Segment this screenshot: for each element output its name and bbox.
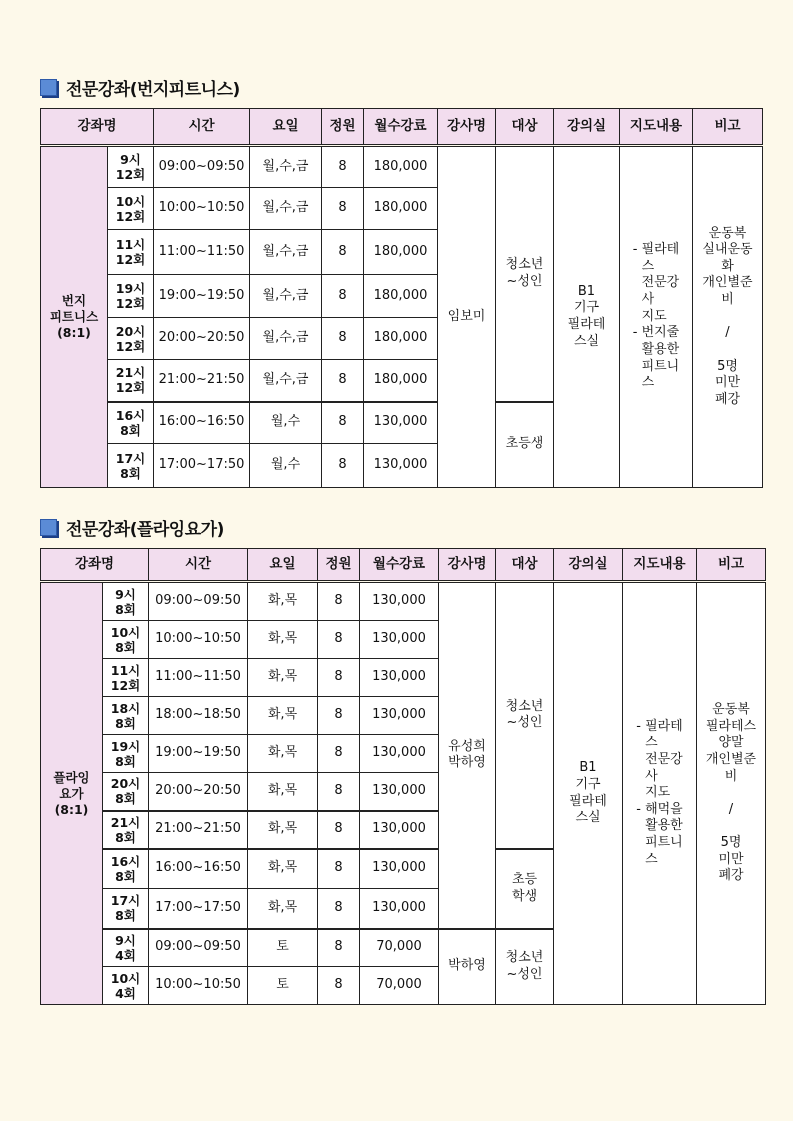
slot-cell: 19시 12회 [108, 275, 154, 318]
time-cell: 17:00~17:50 [154, 444, 250, 488]
header-capacity: 정원 [322, 109, 364, 146]
time-cell: 10:00~10:50 [154, 188, 250, 230]
fee-cell: 130,000 [364, 402, 438, 444]
flying-yoga-table [40, 548, 766, 1005]
days-cell: 월,수 [250, 402, 322, 444]
slot-cell: 17시 8회 [103, 889, 149, 929]
days-cell: 월,수,금 [250, 275, 322, 318]
time-cell: 11:00~11:50 [154, 230, 250, 275]
header-course: 강좌명 [41, 549, 149, 582]
fee-cell: 130,000 [360, 773, 439, 811]
header-content: 지도내용 [623, 549, 697, 582]
time-cell: 20:00~20:50 [149, 773, 248, 811]
fee-cell: 70,000 [360, 929, 439, 967]
days-cell: 월,수,금 [250, 318, 322, 360]
header-fee: 월수강료 [360, 549, 439, 582]
fee-cell: 180,000 [364, 360, 438, 402]
header-days: 요일 [250, 109, 322, 146]
slot-cell: 21시 12회 [108, 360, 154, 402]
time-cell: 10:00~10:50 [149, 621, 248, 659]
header-target: 대상 [496, 109, 554, 146]
room-cell: B1 기구 필라테 스실 [554, 146, 620, 488]
slot-cell: 10시 8회 [103, 621, 149, 659]
capacity-cell: 8 [318, 659, 360, 697]
slot-cell: 16시 8회 [108, 402, 154, 444]
fee-cell: 130,000 [360, 621, 439, 659]
target-cell: 청소년 ~성인 [496, 582, 554, 849]
room-cell: B1 기구 필라테 스실 [554, 582, 623, 1005]
capacity-cell: 8 [318, 735, 360, 773]
time-cell: 16:00~16:50 [154, 402, 250, 444]
target-cell: 청소년 ~성인 [496, 929, 554, 1005]
content-cell: - 필라테 스 전문강 사 지도 - 해먹을 활용한 피트니 스 [623, 582, 697, 1005]
capacity-cell: 8 [322, 360, 364, 402]
capacity-cell: 8 [318, 773, 360, 811]
target-cell: 청소년 ~성인 [496, 146, 554, 402]
time-cell: 21:00~21:50 [154, 360, 250, 402]
header-days: 요일 [248, 549, 318, 582]
course-name-cell: 플라잉 요가 (8:1) [41, 582, 103, 1005]
slot-cell: 17시 8회 [108, 444, 154, 488]
slot-cell: 19시 8회 [103, 735, 149, 773]
table-header-row [41, 109, 763, 146]
slot-cell: 11시 12회 [108, 230, 154, 275]
fee-cell: 70,000 [360, 967, 439, 1005]
time-cell: 19:00~19:50 [149, 735, 248, 773]
content-item: 해먹을 활용한 피트니 스 [645, 801, 683, 867]
content-cell: - 필라테 스 전문강 사 지도 - 번지줄 활용한 피트니 스 [620, 146, 693, 488]
fee-cell: 130,000 [360, 849, 439, 889]
capacity-cell: 8 [318, 967, 360, 1005]
section-title-text: 전문강좌(번지피트니스) [66, 80, 240, 100]
slot-cell: 10시 12회 [108, 188, 154, 230]
header-course: 강좌명 [41, 109, 154, 146]
fee-cell: 180,000 [364, 230, 438, 275]
slot-cell: 16시 8회 [103, 849, 149, 889]
content-item: 번지줄 활용한 피트니 스 [641, 325, 680, 391]
fee-cell: 130,000 [364, 444, 438, 488]
slot-cell: 18시 8회 [103, 697, 149, 735]
header-instructor: 강사명 [438, 109, 496, 146]
capacity-cell: 8 [318, 849, 360, 889]
time-cell: 16:00~16:50 [149, 849, 248, 889]
header-instructor: 강사명 [439, 549, 496, 582]
capacity-cell: 8 [322, 318, 364, 360]
days-cell: 월,수,금 [250, 188, 322, 230]
slot-cell: 9시 8회 [103, 582, 149, 621]
instructor-cell: 유성희 박하영 [439, 582, 496, 929]
days-cell: 월,수,금 [250, 146, 322, 188]
days-cell: 토 [248, 929, 318, 967]
days-cell: 화,목 [248, 849, 318, 889]
course-name-cell: 번지 피트니스 (8:1) [41, 146, 108, 488]
capacity-cell: 8 [318, 621, 360, 659]
header-target: 대상 [496, 549, 554, 582]
fee-cell: 130,000 [360, 811, 439, 849]
fee-cell: 180,000 [364, 146, 438, 188]
slot-cell: 9시 4회 [103, 929, 149, 967]
days-cell: 화,목 [248, 735, 318, 773]
fee-cell: 180,000 [364, 275, 438, 318]
time-cell: 09:00~09:50 [149, 582, 248, 621]
content-item: 필라테 스 전문강 사 지도 [645, 718, 683, 801]
target-cell: 초등생 [496, 402, 554, 488]
square-bullet-icon [40, 519, 57, 536]
time-cell: 20:00~20:50 [154, 318, 250, 360]
header-capacity: 정원 [318, 549, 360, 582]
fee-cell: 130,000 [360, 582, 439, 621]
instructor-cell: 임보미 [438, 146, 496, 488]
bungee-fitness-table [40, 108, 763, 488]
days-cell: 월,수,금 [250, 360, 322, 402]
capacity-cell: 8 [318, 811, 360, 849]
square-bullet-icon [40, 79, 57, 96]
days-cell: 토 [248, 967, 318, 1005]
fee-cell: 180,000 [364, 318, 438, 360]
header-note: 비고 [697, 549, 766, 582]
days-cell: 화,목 [248, 697, 318, 735]
slot-cell: 9시 12회 [108, 146, 154, 188]
days-cell: 월,수,금 [250, 230, 322, 275]
days-cell: 화,목 [248, 889, 318, 929]
days-cell: 화,목 [248, 811, 318, 849]
capacity-cell: 8 [318, 929, 360, 967]
slot-cell: 10시 4회 [103, 967, 149, 1005]
capacity-cell: 8 [322, 444, 364, 488]
capacity-cell: 8 [322, 402, 364, 444]
fee-cell: 180,000 [364, 188, 438, 230]
table-row [41, 582, 766, 621]
time-cell: 10:00~10:50 [149, 967, 248, 1005]
capacity-cell: 8 [318, 582, 360, 621]
time-cell: 17:00~17:50 [149, 889, 248, 929]
capacity-cell: 8 [322, 275, 364, 318]
capacity-cell: 8 [322, 230, 364, 275]
header-time: 시간 [149, 549, 248, 582]
fee-cell: 130,000 [360, 697, 439, 735]
time-cell: 11:00~11:50 [149, 659, 248, 697]
slot-cell: 20시 8회 [103, 773, 149, 811]
time-cell: 09:00~09:50 [154, 146, 250, 188]
days-cell: 월,수 [250, 444, 322, 488]
time-cell: 18:00~18:50 [149, 697, 248, 735]
days-cell: 화,목 [248, 621, 318, 659]
header-time: 시간 [154, 109, 250, 146]
table-header-row [41, 549, 766, 582]
time-cell: 09:00~09:50 [149, 929, 248, 967]
capacity-cell: 8 [322, 146, 364, 188]
header-room: 강의실 [554, 549, 623, 582]
note-cell: 운동복 필라테스 양말 개인별준 비 / 5명 미만 폐강 [697, 582, 766, 1005]
days-cell: 화,목 [248, 582, 318, 621]
slot-cell: 11시 12회 [103, 659, 149, 697]
capacity-cell: 8 [318, 889, 360, 929]
header-content: 지도내용 [620, 109, 693, 146]
section-title-bungee [40, 75, 240, 100]
time-cell: 19:00~19:50 [154, 275, 250, 318]
header-note: 비고 [693, 109, 763, 146]
section-title-text: 전문강좌(플라잉요가) [66, 520, 224, 540]
section-title-flying-yoga [40, 515, 224, 540]
fee-cell: 130,000 [360, 659, 439, 697]
fee-cell: 130,000 [360, 889, 439, 929]
fee-cell: 130,000 [360, 735, 439, 773]
header-fee: 월수강료 [364, 109, 438, 146]
slot-cell: 21시 8회 [103, 811, 149, 849]
table-row [41, 146, 763, 188]
target-cell: 초등 학생 [496, 849, 554, 929]
note-cell: 운동복 실내운동 화 개인별준 비 / 5명 미만 폐강 [693, 146, 763, 488]
capacity-cell: 8 [322, 188, 364, 230]
instructor-cell: 박하영 [439, 929, 496, 1005]
slot-cell: 20시 12회 [108, 318, 154, 360]
days-cell: 화,목 [248, 773, 318, 811]
header-room: 강의실 [554, 109, 620, 146]
days-cell: 화,목 [248, 659, 318, 697]
capacity-cell: 8 [318, 697, 360, 735]
time-cell: 21:00~21:50 [149, 811, 248, 849]
content-item: 필라테 스 전문강 사 지도 [641, 242, 680, 324]
